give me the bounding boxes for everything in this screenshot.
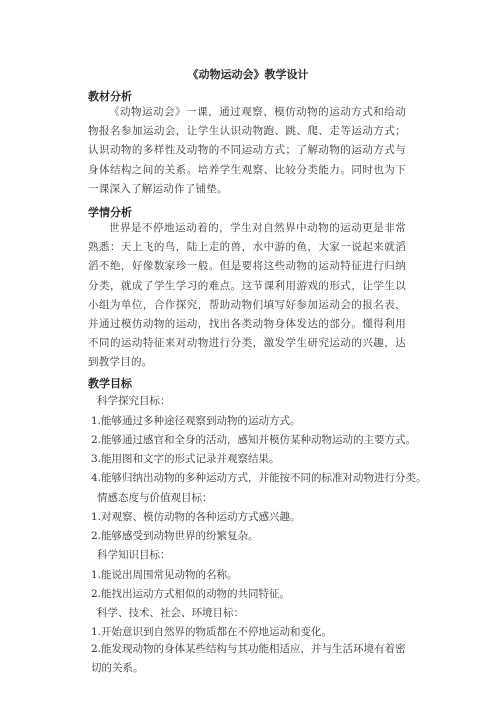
goal-group-label-knowledge: 科学知识目标： bbox=[97, 549, 171, 561]
goal-group-label-sts: 科学、技术、社会、环境目标： bbox=[97, 607, 244, 619]
heading-teaching-goals: 教学目标 bbox=[88, 377, 132, 390]
goal-item: 2.能找出运动方式相似的动物的共同特征。 bbox=[91, 588, 291, 600]
goal-item: 3.能用图和文字的形式记录并观察结果。 bbox=[91, 453, 280, 465]
paragraph-material-analysis: 《动物运动会》一课，通过观察、模仿动物的运动方式和给动物报名参加运动会，让学生认识动物跑、跳、爬、走等运动方式；认识动物的多样性及动物的不同运动方式；了解动物的运动方式与身体结构之间的关系。培养学生观察、比较分类能力。同时也为下一课深入了解运动作了铺垫。 bbox=[88, 106, 406, 195]
goal-item: 1.能说出周围常见动物的名称。 bbox=[91, 569, 238, 581]
goal-group-label-emotion: 情感态度与价值观目标： bbox=[97, 492, 213, 504]
goal-group-label-science-inquiry: 科学探究目标： bbox=[97, 395, 171, 407]
paragraph-student-analysis: 世界是不停地运动着的，学生对自然界中动物的运动更是非常熟悉：天上飞的鸟，陆上走的兽，水中游的鱼，大家一说起来就滔滔不绝，好像数家珍一般。但是要将这些动物的运动特征进行归纳分类，就成了学生学习的难点。这节课利用游戏的形式，让学生以小组为单位，合作探究，帮助动物们填写好参加运动会的报名表，并通过模仿动物的运动，找出各类动物身体发达的部分。懂得利用不同的运动特征来对动物进行分类，激发学生研究运动的兴趣，达到教学目的。 bbox=[88, 222, 406, 369]
goal-item: 4.能够归纳出动物的多种运动方式，并能按不同的标准对动物进行分类。 bbox=[91, 472, 427, 484]
goal-item: 1.开始意识到自然界的物质都在不停地运动和变化。 bbox=[91, 626, 333, 638]
document-title: 《动物运动会》教学设计 bbox=[187, 68, 309, 81]
goal-item: 2.能够通过感官和全身的活动，感知并模仿某种动物运动的主要方式。 bbox=[91, 434, 417, 446]
heading-student-analysis: 学情分析 bbox=[88, 206, 132, 219]
goal-item: 2.能发现动物的身体某些结构与其功能相适应，并与生活环境有着密切的关系。 bbox=[91, 643, 406, 675]
goal-item: 2.能够感受到动物世界的纷繁复杂。 bbox=[91, 530, 259, 542]
goal-item: 1.对观察、模仿动物的各种运动方式感兴趣。 bbox=[91, 511, 301, 523]
heading-material-analysis: 教材分析 bbox=[88, 90, 132, 103]
goal-item: 1.能够通过多种途径观察到动物的运动方式。 bbox=[91, 415, 301, 427]
